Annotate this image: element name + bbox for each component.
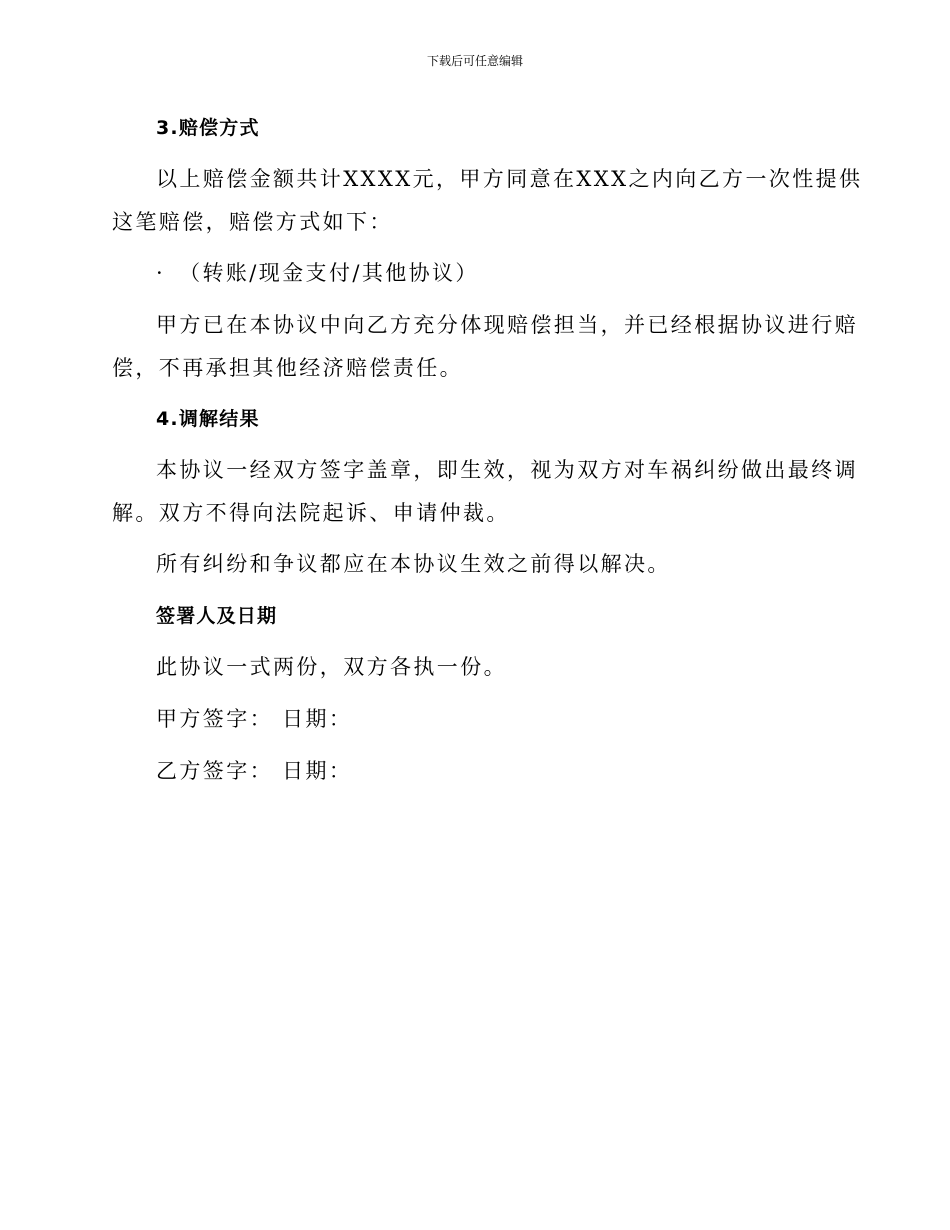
section-heading-signatures: 签署人及日期	[156, 605, 278, 627]
party-b-signature-line: 乙方签字： 日期：	[156, 759, 353, 783]
compensation-paragraph-1-line-2: 这笔赔偿，赔偿方式如下：	[112, 210, 393, 234]
compensation-paragraph-2-line-2: 偿，不再承担其他经济赔偿责任。	[112, 356, 463, 380]
compensation-paragraph-2-line-1: 甲方已在本协议中向乙方充分体现赔偿担当，并已经根据协议进行赔	[156, 313, 858, 337]
mediation-paragraph-1-line-1: 本协议一经双方签字盖章，即生效，视为双方对车祸纠纷做出最终调	[156, 458, 858, 482]
bullet-icon: ·	[156, 261, 166, 285]
mediation-paragraph-2: 所有纠纷和争议都应在本协议生效之前得以解决。	[156, 552, 671, 576]
section-heading-mediation: 4.调解结果	[156, 408, 260, 430]
party-a-signature-line: 甲方签字： 日期：	[156, 707, 353, 731]
page-header: 下载后可任意编辑	[426, 54, 523, 68]
signatures-note: 此协议一式两份，双方各执一份。	[156, 655, 507, 679]
bullet-text: （转账/现金支付/其他协议）	[179, 261, 479, 285]
compensation-bullet-item	[156, 259, 479, 287]
compensation-paragraph-1-line-1: 以上赔偿金额共计XXXX元，甲方同意在XXX之内向乙方一次性提供	[156, 167, 863, 191]
mediation-paragraph-1-line-2: 解。双方不得向法院起诉、申请仲裁。	[112, 501, 510, 525]
section-heading-compensation: 3.赔偿方式	[156, 117, 260, 139]
